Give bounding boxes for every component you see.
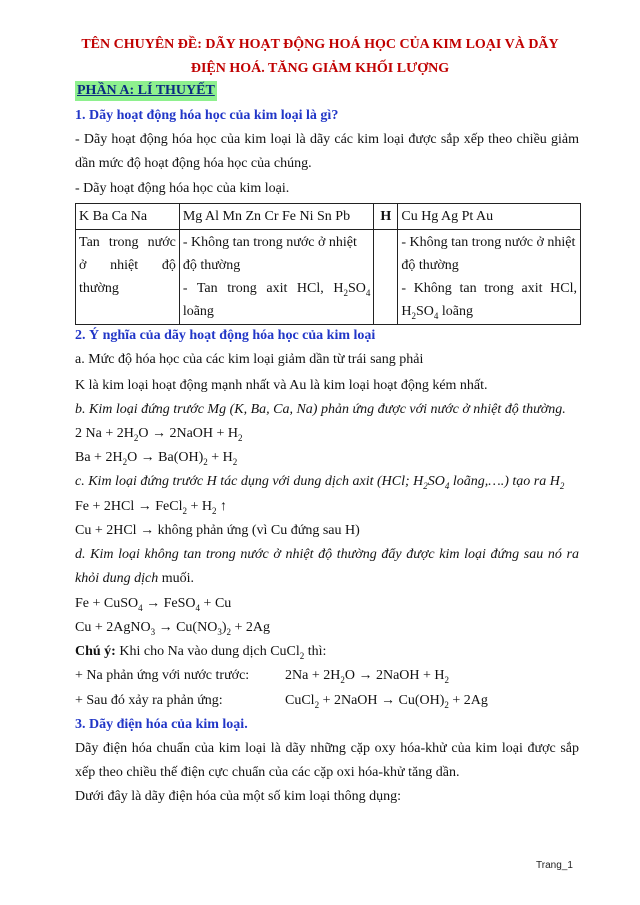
equation-4: Cu + 2HCl → không phản ứng (vì Cu đứng sau H): [75, 523, 360, 538]
subscript: 4: [365, 287, 371, 298]
cell-line: Tan trong nước: [79, 235, 176, 250]
cell-line: ở nhiệt độ: [79, 258, 176, 273]
cell-line: [183, 277, 371, 300]
text-span: Cu + 2AgNO: [75, 620, 151, 635]
note-step-2-equation: [285, 691, 488, 711]
section-2-a: a. Mức độ hóa học của các kim loại giảm dần từ trái sang phải: [75, 352, 424, 367]
table-cell: [76, 230, 180, 325]
text-span: 2Na + 2H: [285, 668, 341, 683]
subscript: 3: [217, 626, 222, 637]
text-span: Ba + 2H: [75, 450, 123, 465]
table-cell: [398, 230, 581, 325]
section-3-paragraph-line-1: Dãy điện hóa chuẩn của kim loại là dãy những cặp oxy hóa-khử của kim loại được sắp: [75, 741, 579, 756]
subscript: 2: [343, 287, 348, 298]
cell-line: - Không tan trong axit HCl,: [401, 281, 577, 296]
subscript: 2: [299, 650, 305, 661]
text-span: SO: [427, 474, 445, 489]
text-span: H: [401, 304, 412, 319]
table-cell: [179, 230, 374, 325]
text-span: CuCl: [285, 693, 315, 708]
subscript: 2: [411, 310, 416, 321]
table-cell: Cu Hg Ag Pt Au: [398, 204, 581, 230]
text-span: + Sau đó xảy ra phản ứng:: [75, 693, 223, 708]
table-cell: [374, 230, 398, 325]
text-span: loãng,….) tạo ra H: [449, 474, 560, 489]
equation-3: [75, 497, 227, 517]
text-span: + H: [186, 499, 212, 514]
table-cell: H: [374, 204, 398, 230]
text-span: 2 Na + 2H: [75, 426, 134, 441]
section-1-heading: 1. Dãy hoạt động hóa học của kim loại là gì?: [75, 108, 339, 123]
text-span: + 2Ag: [448, 693, 488, 708]
document-title-line-1: TÊN CHUYÊN ĐỀ: DÃY HOẠT ĐỘNG HOÁ HỌC CỦA KIM LOẠI VÀ DÃY: [81, 37, 559, 52]
subscript: 2: [340, 674, 345, 685]
section-2-c: [75, 472, 564, 492]
text-span: O → 2NaOH + H: [344, 668, 445, 683]
subscript: 4: [433, 310, 439, 321]
part-a-heading: PHẦN A: LÍ THUYẾT: [75, 81, 217, 101]
cell-line: [401, 300, 577, 323]
text-span: + H: [207, 450, 233, 465]
subscript: 4: [195, 602, 201, 613]
subscript: 2: [559, 480, 565, 491]
document-title-line-2: ĐIỆN HOÁ. TĂNG GIẢM KHỐI LƯỢNG: [190, 61, 450, 76]
cell-line: độ thường: [401, 258, 459, 273]
table-cell: K Ba Ca Na: [76, 204, 180, 230]
subscript: 2: [444, 674, 450, 685]
text-span: ↑: [216, 499, 227, 514]
section-1-paragraph-line-1: - Dãy hoạt động hóa học của kim loại là dãy các kim loại được sắp xếp theo chiều giảm: [75, 132, 579, 147]
table-row: [76, 204, 581, 230]
text-span: + Cu: [200, 596, 232, 611]
section-1-paragraph-line-2: dần mức độ hoạt động hóa học của chúng.: [75, 156, 312, 171]
activity-series-table: [75, 203, 581, 325]
text-span: + 2Ag: [230, 620, 270, 635]
section-2-d-line-1: d. Kim loại không tan trong nước ở nhiệt độ thường đẩy được kim loại đứng sau nó ra: [75, 547, 579, 562]
equation-5: [75, 594, 231, 614]
subscript: 2: [314, 699, 320, 710]
text-span: SO: [347, 281, 366, 296]
text-span: → Cu(NO: [155, 620, 218, 635]
text-span: Khi cho Na vào dung dịch CuCl: [119, 644, 300, 659]
text-span: Fe + CuSO: [75, 596, 139, 611]
subscript: 4: [138, 602, 143, 613]
section-2-heading: 2. Ý nghĩa của dãy hoạt động hóa học của kim loại: [75, 328, 376, 343]
section-1-paragraph-2: - Dãy hoạt động hóa học của kim loại.: [75, 181, 290, 196]
cell-line: - Không tan trong nước ở nhiệt: [401, 235, 576, 250]
cell-line: thường: [79, 281, 119, 296]
note: [75, 642, 326, 662]
text-span: O → 2NaOH + H: [138, 426, 239, 441]
equation-2: [75, 448, 237, 468]
table-cell: Mg Al Mn Zn Cr Fe Ni Sn Pb: [179, 204, 374, 230]
text-span: SO: [415, 304, 434, 319]
subscript: 2: [226, 626, 231, 637]
subscript: 4: [444, 480, 450, 491]
section-3-paragraph-2: Dưới đây là dãy điện hóa của một số kim loại thông dụng:: [75, 789, 402, 804]
subscript: 2: [423, 480, 428, 491]
text-span: + Na phản ứng với nước trước:: [75, 668, 250, 683]
subscript: 3: [150, 626, 156, 637]
text-span: + 2NaOH → Cu(OH): [319, 693, 445, 708]
cell-line: loãng: [182, 304, 214, 319]
table-row: [76, 230, 581, 325]
text-span: O → Ba(OH): [127, 450, 204, 465]
text-span: thì:: [304, 644, 327, 659]
text-span: muối.: [158, 571, 194, 586]
subscript: 2: [182, 505, 187, 516]
subscript: 2: [444, 699, 449, 710]
text-span: ): [221, 620, 227, 635]
section-2-a-line-2: K là kim loại hoạt động mạnh nhất và Au là kim loại hoạt động kém nhất.: [75, 378, 488, 393]
text-span: khỏi dung dịch: [75, 571, 159, 586]
text-span: - Tan trong axit HCl, H: [182, 281, 344, 296]
text-span: loãng: [438, 304, 473, 319]
subscript: 2: [238, 432, 243, 443]
note-step-1-equation: [285, 666, 449, 686]
cell-line: - Không tan trong nước ở nhiệt: [182, 235, 357, 250]
section-2-b: b. Kim loại đứng trước Mg (K, Ba, Ca, Na) phản ứng được với nước ở nhiệt độ thường.: [75, 402, 566, 417]
subscript: 2: [122, 456, 128, 467]
section-3-heading: 3. Dãy điện hóa của kim loại.: [75, 717, 248, 732]
equation-6: [75, 618, 270, 638]
section-3-paragraph-line-2: xếp theo chiều thế điện cực chuẩn của các cặp oxi hóa-khử tăng dần.: [75, 765, 460, 780]
text-span: → FeSO: [142, 596, 196, 611]
section-2-d-line-2: [75, 569, 194, 589]
note-step-1: [75, 666, 249, 686]
text-span: Fe + 2HCl → FeCl: [75, 499, 183, 514]
note-step-2: [75, 691, 223, 711]
text-span: c. Kim loại đứng trước H tác dụng với dung dịch axit (HCl; H: [75, 474, 424, 489]
subscript: 2: [211, 505, 217, 516]
equation-1: [75, 424, 243, 444]
subscript: 2: [232, 456, 238, 467]
note-label: Chú ý:: [75, 644, 116, 659]
page-number: Trang_1: [536, 860, 573, 871]
subscript: 2: [133, 432, 139, 443]
cell-line: độ thường: [182, 258, 241, 273]
subscript: 2: [203, 456, 208, 467]
